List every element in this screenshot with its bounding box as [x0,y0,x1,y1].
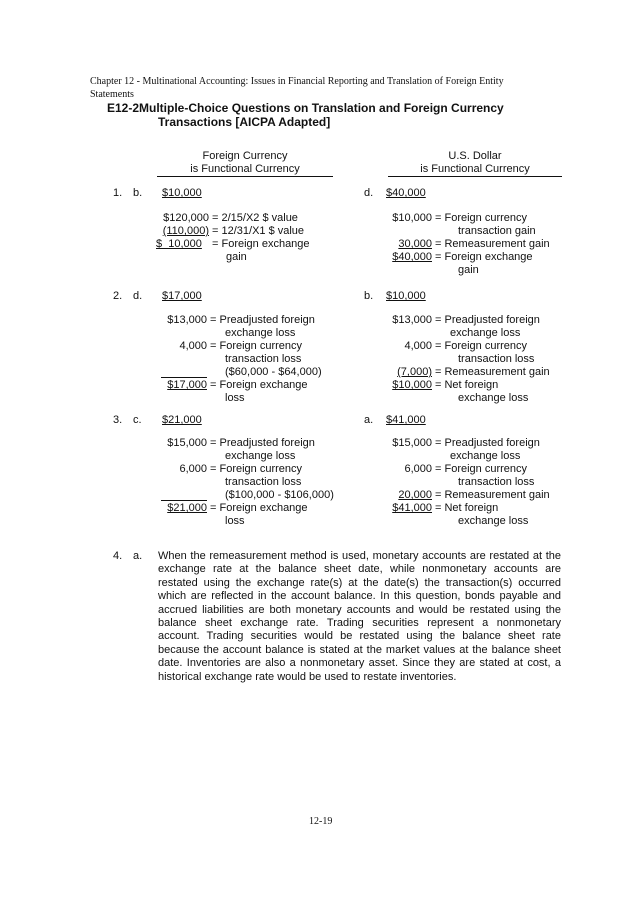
question-number: 4. [113,550,123,562]
right-column-header-line2: is Functional Currency [420,163,530,175]
exercise-title: E12-2Multiple-Choice Questions on Translation and Foreign Currency [107,101,504,115]
calc-amount: $40,000 [392,251,432,263]
calc-description: transaction loss [225,476,302,488]
calc-description: = Foreign exchange [210,379,308,391]
left-answer-value: $21,000 [162,414,202,426]
answer-explanation: When the remeasurement method is used, monetary accounts are restated at the exchange rate at the balance sheet date, while nonmonetary accounts are restated using the exchange rate(s) at the date(s) the transaction(s) occurred which are reflected in the account balance. In this question, bonds payable and accrued liabilities are both monetary accounts and would be restated using the balance sheet exchange rate. Trading securities represent a nonmonetary account. Trading securities would be restated using the balance sheet rate because the account balance is stated at the market values at the balance sheet date. Inventories are also a nonmonetary asset. Since they are stated at cost, a historical exchange rate would be used to restate inventories. [158,550,561,683]
calc-description: = Foreign currency [210,340,303,352]
left-answer-letter: b. [133,187,143,199]
calc-amount: (110,000) [162,225,209,237]
calc-description: exchange loss [450,327,521,339]
calc-description: gain [458,264,479,276]
calc-description: = Remeasurement gain [435,238,550,250]
calc-description: = Foreign currency [435,340,528,352]
calc-description: gain [226,251,247,263]
calc-description: ($100,000 - $106,000) [225,489,334,501]
calc-description: transaction loss [458,476,535,488]
right-answer-letter: d. [364,187,374,199]
right-answer-letter: a. [364,414,374,426]
question-number: 1. [113,187,123,199]
calc-description: = Remeasurement gain [435,489,550,501]
calc-description: exchange loss [450,450,521,462]
left-column-rule [157,176,333,177]
calc-amount: 6,000 [404,463,432,475]
calc-description: = Foreign exchange [212,238,310,250]
left-answer-letter: c. [133,414,142,426]
right-answer-letter: b. [364,290,374,302]
calc-amount: $10,000 [392,212,432,224]
calc-amount: 4,000 [404,340,432,352]
calc-amount: $41,000 [392,502,432,514]
calc-description: = Foreign currency [435,212,528,224]
right-column-header-line1: U.S. Dollar [448,150,502,162]
calc-amount: $120,000 [163,212,209,224]
calc-amount: $ 10,000 [156,238,202,250]
calc-description: transaction gain [458,225,536,237]
calc-description: = Net foreign [435,379,499,391]
calc-description: = Foreign currency [210,463,303,475]
calc-amount: 4,000 [179,340,207,352]
left-answer-value: $17,000 [162,290,202,302]
chapter-header-line1: Chapter 12 - Multinational Accounting: Issues in Financial Reporting and Translation of Foreign Entity [90,76,504,87]
calc-amount: (7,000) [397,366,432,378]
calc-description: = 12/31/X1 $ value [212,225,305,237]
calc-description: exchange loss [225,327,296,339]
calc-description: exchange loss [458,515,529,527]
calc-description: exchange loss [225,450,296,462]
right-answer-value: $40,000 [386,187,426,199]
question-number: 2. [113,290,123,302]
calc-amount: $21,000 [167,502,207,514]
calc-description: transaction loss [225,353,302,365]
left-answer-letter: d. [133,290,143,302]
calc-description: = Preadjusted foreign [210,314,315,326]
calc-description: = Preadjusted foreign [435,314,540,326]
calc-description: = Preadjusted foreign [435,437,540,449]
question-number: 3. [113,414,123,426]
right-column-rule [388,176,562,177]
calc-amount: $13,000 [392,314,432,326]
calc-description: loss [225,515,245,527]
calc-amount: 30,000 [398,238,432,250]
calc-description: = 2/15/X2 $ value [212,212,298,224]
answer-letter: a. [133,550,143,562]
right-answer-value: $10,000 [386,290,426,302]
calc-description: ($60,000 - $64,000) [225,366,322,378]
calc-description: = Preadjusted foreign [210,437,315,449]
calc-amount: $15,000 [392,437,432,449]
calc-description: = Remeasurement gain [435,366,550,378]
left-column-header-line2: is Functional Currency [190,163,300,175]
exercise-subtitle: Transactions [AICPA Adapted] [158,115,331,129]
blank-amount-rule [161,500,207,501]
calc-amount: $13,000 [167,314,207,326]
calc-description: loss [225,392,245,404]
page-number: 12-19 [309,816,333,827]
calc-description: = Foreign currency [435,463,528,475]
calc-amount: $17,000 [167,379,207,391]
right-answer-value: $41,000 [386,414,426,426]
calc-amount: 20,000 [398,489,432,501]
blank-amount-rule [161,377,207,378]
left-answer-value: $10,000 [162,187,202,199]
calc-description: transaction loss [458,353,535,365]
calc-description: = Foreign exchange [210,502,308,514]
calc-description: exchange loss [458,392,529,404]
calc-amount: 6,000 [179,463,207,475]
calc-amount: $15,000 [167,437,207,449]
calc-description: = Foreign exchange [435,251,533,263]
chapter-header-line2: Statements [90,89,134,100]
calc-amount: $10,000 [392,379,432,391]
calc-description: = Net foreign [435,502,499,514]
left-column-header-line1: Foreign Currency [202,150,288,162]
